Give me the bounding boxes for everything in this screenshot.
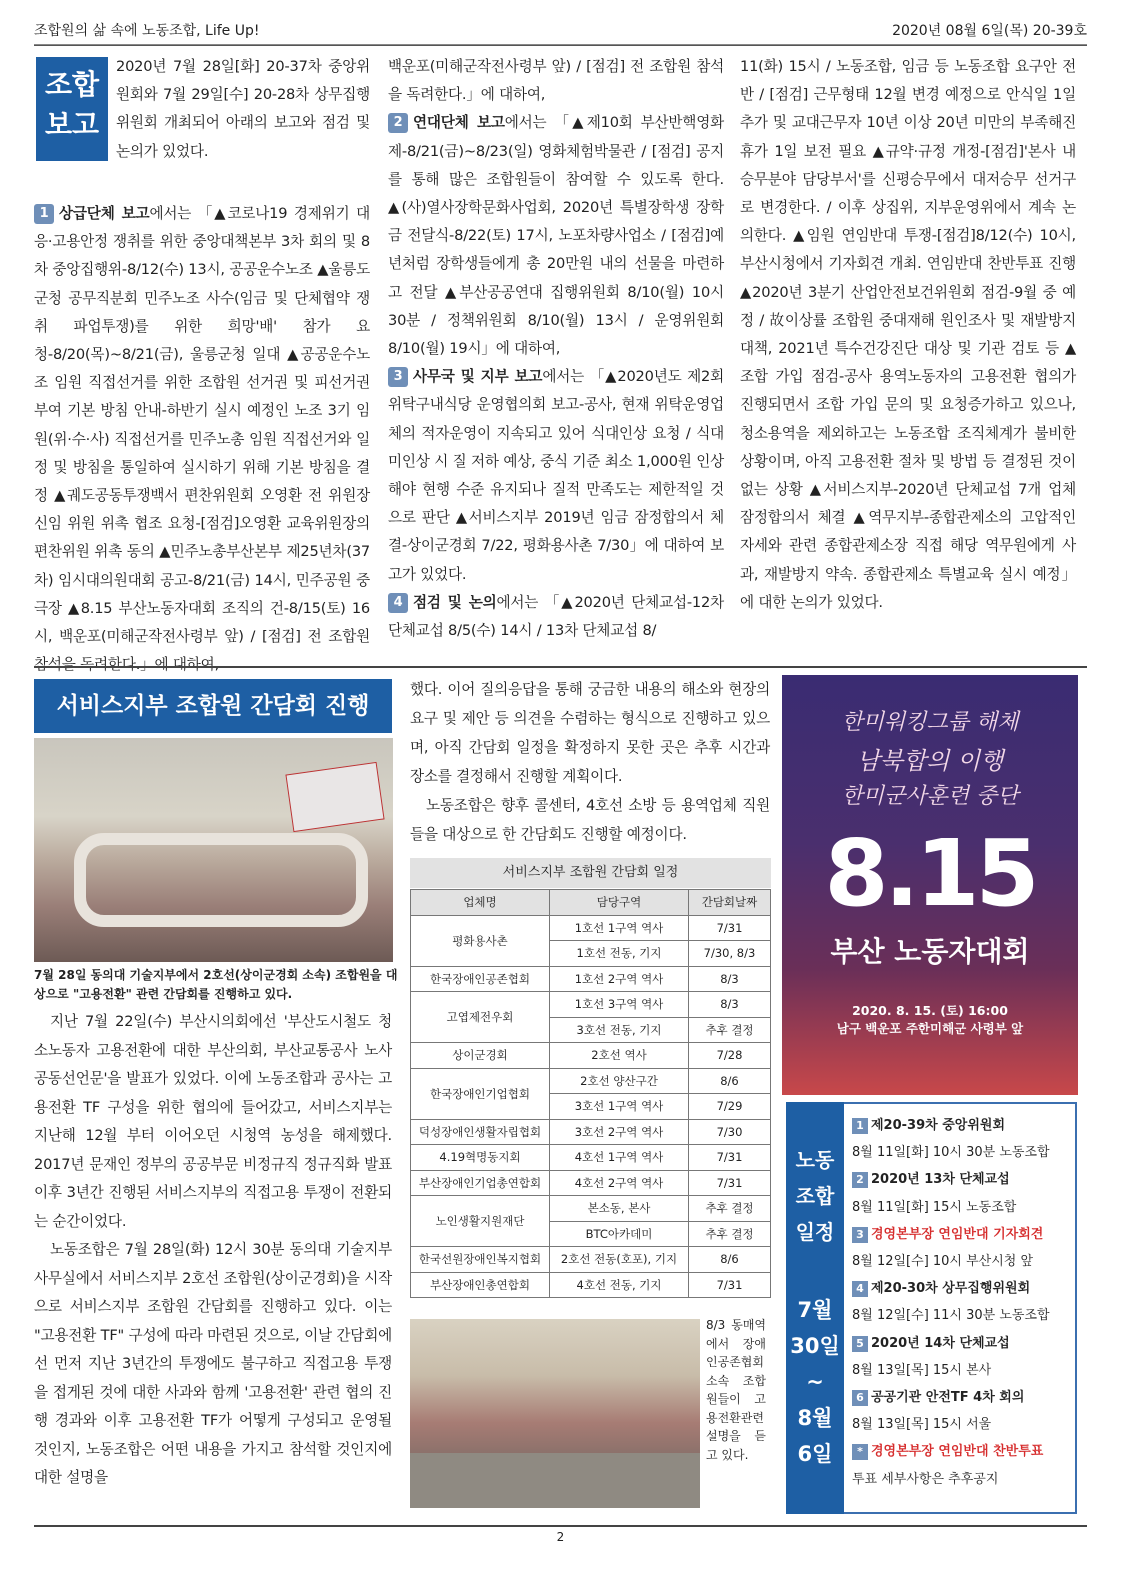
area-cell: 본소동, 본사 [550,1196,689,1222]
box-title-line: 조합 [795,1184,835,1208]
schedule-item-number: 6 [852,1390,868,1406]
table-row [411,992,771,1018]
rally-poster [782,675,1078,1095]
schedule-item-label: 경영본부장 연임반대 찬반투표 [871,1444,1044,1460]
area-cell: 3호선 2구역 역사 [550,1119,689,1145]
box-title-line: 일정 [795,1220,835,1244]
company-cell: 평화용사촌 [411,915,550,966]
company-cell: 4.19혁명동지회 [411,1145,550,1171]
table-row [411,915,771,941]
date-cell: 7/28 [689,1043,771,1069]
date-cell: 8/6 [689,1068,771,1094]
date-cell: 8/3 [689,992,771,1018]
schedule-item-number: * [852,1444,868,1460]
floor-shape [410,1453,700,1508]
area-cell: BTC아카데미 [550,1221,689,1247]
date-cell: 추후 결정 [689,1196,771,1222]
poster-event-name: 부산 노동자대회 [830,935,1030,968]
report-item-1 [34,200,370,679]
poster-slogan-3: 한미군사훈련 중단 [841,784,1019,809]
table-row [411,1068,771,1094]
schedule-item-label: 공공기관 안전TF 4차 회의 [871,1390,1025,1406]
item-number-badge: 1 [34,204,54,224]
poster-date-big: 8.15 [824,820,1036,927]
schedule-table-title: 서비스지부 조합원 간담회 일정 [410,858,771,888]
column-header: 업체명 [411,890,550,916]
item-text: 에서는 「▲코로나19 경제위기 대응·고용안정 쟁취를 위한 중앙대책본부 3차 회의 및 8차 중앙집행위-8/12(수) 13시, 공공운수노조 ▲울릉도군청 공무직분회 민주노조 사수(임금 및 단체협약 쟁취 파업투쟁)를 위한 희망'배' 참가 요청-8/20(목)~8/21(금), 울릉군청 일대 ▲공공운수노조 임원 직접선거를 위한 조합원 선거권 및 피선거권 부여 기본 방침 안내-하반기 실시 예정인 노조 3기 임원(위·수·사) 직접선거를 민주노총 임원 직접선거와 일정 및 방침을 통일하여 실시하기 위해 기본 방침을 결정 ▲궤도공동투쟁백서 편찬위원회 오영환 전 위원장 신임 위원 위촉 협조 요청-[점검]오영환 교육위원장의 편찬위원 위촉 동의 ▲민주노총부산본부 제25년차(37차) 임시대의원대회 공고-8/21(금) 14시, 민주공원 중극장 ▲8.15 부산노동자대회 조직의 건-8/15(토) 16시, 백운포(미해군작전사령부 앞) / [점검] 전 조합원 참석을 독려한다.」에 대하여, [34,205,370,674]
item-text-continued: 11(화) 15시 / 노동조합, 임금 등 노동조합 요구안 전반 / [점검] 근무형태 12월 변경 예정으로 안식일 1일 추가 및 교대근무자 10년 이상 20년 미만의 부족해진 휴가 1일 보전 필요 ▲규약·규정 개정-[점검]'본사 내 승무분야 담당부서'를 신평승무에서 대저승무 선거구로 변경한다. / 이후 상집위, 지부운영위에서 계속 논의한다. ▲임원 연임반대 투쟁-[점검]8/12(수) 10시, 부산시청에서 기자회견 개최. 연임반대 찬반투표 진행 ▲2020년 3분기 산업안전보건위원회 점검-9월 중 예정 / 故이상률 조합원 중대재해 원인조사 및 재발방지대책, 2021년 특수건강진단 대상 및 기관 검토 등 ▲조합 가입 점검-공사 용역노동자의 고용전환 협의가 진행되면서 조합 가입 문의 및 요청증가하고 있으나, 청소용역을 제외하고는 노동조합 조직체계가 불비한 상황이며, 아직 고용전환 절차 및 방법 등 결정된 것이 없는 상황 ▲서비스지부-2020년 단체교섭 7개 업체 잠정합의서 체결 ▲역무지부-종합관제소의 고압적인 자세와 관련 종합관제소장 직접 해당 역무원에게 사과, 재발방지 약속. 종합관제소 특별교육 실시 예정」에 대한 논의가 있었다. [740,58,1076,611]
footer-rule [34,1525,1087,1527]
schedule-item-number: 2 [852,1172,868,1188]
schedule-item-number: 1 [852,1118,868,1134]
area-cell: 1호선 2구역 역사 [550,966,689,992]
date-cell: 8/3 [689,966,771,992]
header-rule [34,44,1087,45]
table-row [411,1145,771,1171]
company-cell: 한국장애인공존협회 [411,966,550,992]
company-cell: 상이군경회 [411,1043,550,1069]
company-cell: 고엽제전우회 [411,992,550,1043]
schedule-item-detail: 투표 세부사항은 추후공지 [852,1471,999,1487]
schedule-item-number: 3 [852,1227,868,1243]
protest-banner-shape [285,762,384,832]
schedule-table [410,889,771,1298]
date-cell: 8/6 [689,1247,771,1273]
schedule-item-title [852,1166,1076,1193]
area-cell: 1호선 1구역 역사 [550,915,689,941]
item-keyword: 점검 및 논의 [413,593,497,611]
item-keyword: 사무국 및 지부 보고 [413,368,543,386]
poster-time-place: 2020. 8. 15. (토) 16:00 남구 백운포 주한미해군 사령부 앞 [836,1003,1024,1036]
article-title: 서비스지부 조합원 간담회 진행 [34,679,392,733]
schedule-item-title [852,1438,1076,1465]
schedule-item-detail: 8월 13일[목] 15시 본사 [852,1362,992,1378]
box-range-line: ~ [806,1370,824,1394]
report-section-title: 조합 보고 [36,57,108,161]
item-text: 에서는 「▲제10회 부산반핵영화제-8/21(금)~8/23(일) 영화체험박물관 / [점검] 공지를 통해 많은 조합원들이 참여할 수 있도록 한다. ▲(사)열사장학문화사업회, 2020년 특별장학생 장학금 전달식-8/22(토) 17시, 노포차량사업소 / [점검]예년처럼 장학생들에게 총 20만원 내의 선물을 마련하고 전달 ▲부산공공연대 집행위원회 8/10(월) 10시 30분 / 정책위원회 8/10(월) 13시 / 운영위원회 8/10(월) 19시」에 대하여, [388,114,724,358]
table-row [411,1196,771,1222]
area-cell: 2호선 전동(호포), 기지 [550,1247,689,1273]
area-cell: 1호선 3구역 역사 [550,992,689,1018]
company-cell: 부산장애인총연합회 [411,1272,550,1298]
report-item-2-3 [388,53,724,645]
schedule-item-detail: 8월 12일[수] 11시 30분 노동조합 [852,1308,1050,1324]
company-cell: 한국장애인기업협회 [411,1068,550,1119]
date-cell: 7/30, 8/3 [689,941,771,967]
table-header-row [411,890,771,916]
company-cell: 노인생활지원재단 [411,1196,550,1247]
box-range-line: 8월 [797,1406,833,1430]
poster-slogan-2: 남북합의 이행 [856,747,1004,775]
company-cell: 부산장애인기업총연합회 [411,1170,550,1196]
item-text-start: 에서는 「▲2020년 단체교섭-12차 단체교섭 8/5(수) 14시 / 13차 단체교섭 8/ [388,593,724,640]
area-cell: 4호선 1구역 역사 [550,1145,689,1171]
schedule-item-detail: 8월 11일[화] 10시 30분 노동조합 [852,1145,1050,1161]
box-title-line: 노동 [795,1148,835,1172]
column-header: 담당구역 [550,890,689,916]
conference-table-shape [74,833,368,927]
page-number: 2 [556,1530,565,1544]
company-cell: 한국선원장애인복지협회 [411,1247,550,1273]
table-row [411,966,771,992]
article-para-2-start: 노동조합은 7월 28일(화) 12시 30분 동의대 기술지부 사무실에서 서비스지부 2호선 조합원(상이군경회)을 시작으로 서비스지부 조합원 간담회를 진행하고 있다. 이는 "고용전환 TF" 구성에 따라 마련된 것으로, 이날 간담회에선 먼저 지난 3년간의 투쟁에도 불구하고 직접고용 투쟁을 접게된 것에 대한 사과와 함께 '고용전환' 관련 협의 진행 경과와 이후 고용전환 TF가 어떻게 구성되고 운영될 것인지, 노동조합은 어떤 내용을 가지고 참석할 것인지에 대한 설명을 [34,1241,392,1486]
schedule-box-title [786,1102,844,1514]
schedule-item-label: 제20-30차 상무집행위원회 [871,1281,1031,1297]
section-divider [34,666,1087,668]
schedule-item-label: 2020년 14차 단체교섭 [871,1335,1010,1351]
table-row [411,1272,771,1298]
item-text: 에서는 「▲2020년도 제2회 위탁구내식당 운영협의회 보고-공사, 현재 위탁운영업체의 적자운영이 지속되고 있어 식대인상 요청 / 식대 미인상 시 질 저하 예상, 중식 기준 최소 1,000원 인상해야 현행 수준 유지되나 질적 만족도는 제한적일 것으로 판단 ▲서비스지부 2019년 임금 잠정합의서 체결-상이군경회 7/22, 평화용사촌 7/30」에 대하여 보고가 있었다. [388,368,724,583]
date-cell: 7/30 [689,1119,771,1145]
header-slogan: 조합원의 삶 속에 노동조합, Life Up! [34,23,260,39]
item-number-badge: 2 [388,113,408,133]
schedule-item-detail: 8월 12일[수] 10시 부산시청 앞 [852,1254,1034,1270]
article-body-left: 지난 7월 22일(수) 부산시의회에선 '부산도시철도 청소노동자 고용전환에 대한 부산의회, 부산교통공사 노사 공동선언문'을 발표가 있었다. 이에 노동조합과 공사는 고용전환 TF 구성을 위한 협의에 들어갔고, 서비스지부는 지난해 12월 부터 이어오던 시청역 농성을 해제했다. 2017년 문재인 정부의 공공부문 비정규직 정규직화 발표 이후 3년간 진행된 서비스지부의 직접고용 투쟁이 전환되는 순간이었다. 노동조합은 7월 28일(화) 12시 30분 동의대 기술지부 사무실에서 서비스지부 2호선 조합원(상이군경회)을 시작으로 서비스지부 조합원 간담회를 진행하고 있다. 이는 "고용전환 TF" 구성에 따라 마련된 것으로, 이날 간담회에선 먼저 지난 3년간의 투쟁에도 불구하고 직접고용 투쟁을 접게된 것에 대한 사과와 함께 '고용전환' 관련 협의 진행 경과와 이후 고용전환 TF가 어떻게 구성되고 운영될 것인지, 노동조합은 어떤 내용을 가지고 참석할 것인지에 대한 설명을 [34,1008,392,1493]
date-cell: 7/31 [689,1170,771,1196]
date-cell: 7/29 [689,1094,771,1120]
item-keyword: 연대단체 보고 [413,114,505,132]
area-cell: 3호선 전동, 기지 [550,1017,689,1043]
article-body-right: 했다. 이어 질의응답을 통해 궁금한 내용의 해소와 현장의 요구 및 제안 등 의견을 수렴하는 형식으로 진행하고 있으며, 아직 간담회 일정을 확정하지 못한 곳은 추후 시간과 장소를 결정해서 진행할 계획이다. 노동조합은 향후 콜센터, 4호선 소방 등 용역업체 직원들을 대상으로 한 간담회도 진행할 예정이다. [410,675,770,849]
date-cell: 추후 결정 [689,1017,771,1043]
photo-caption: 7월 28일 동의대 기술지부에서 2호선(상이군경회 소속) 조합원을 대상으로 "고용전환" 관련 간담회를 진행하고 있다. [34,968,398,1001]
schedule-item-label: 제20-39차 중앙위원회 [871,1118,1006,1133]
briefing-photo [410,1319,700,1508]
item-keyword: 상급단체 보고 [59,205,150,222]
area-cell: 1호선 전동, 기지 [550,941,689,967]
continued-text: 백운포(미해군작전사령부 앞) / [점검] 전 조합원 참석을 독려한다.」에 대하여, [388,58,724,104]
schedule-item-label: 2020년 13차 단체교섭 [871,1172,1010,1188]
date-cell: 7/31 [689,915,771,941]
schedule-item-title [852,1275,1076,1302]
schedule-item-number: 4 [852,1281,868,1297]
report-intro: 2020년 7월 28일[화] 20-37차 중앙위원회와 7월 29일[수] 20-28차 상무집행위원회 개최되어 아래의 보고와 점검 및 논의가 있었다. [116,58,370,160]
schedule-item-title [852,1112,1076,1139]
box-range-line: 7월 [797,1298,833,1322]
box-range-line: 6일 [797,1442,833,1466]
article-para-2-end: 했다. 이어 질의응답을 통해 궁금한 내용의 해소와 현장의 요구 및 제안 등 의견을 수렴하는 형식으로 진행하고 있으며, 아직 간담회 일정을 확정하지 못한 곳은 추후 시간과 장소를 결정해서 진행할 계획이다. [410,681,770,785]
schedule-item-title [852,1330,1076,1357]
date-cell: 추후 결정 [689,1221,771,1247]
item-number-badge: 4 [388,593,408,613]
table-row [411,1043,771,1069]
meeting-photo [34,738,393,962]
schedule-item-title [852,1384,1076,1411]
table-row [411,1170,771,1196]
company-cell: 덕성장애인생활자립협회 [411,1119,550,1145]
column-header: 간담회날짜 [689,890,771,916]
schedule-item-title [852,1221,1076,1248]
photo-caption-2: 8/3 동매역에서 장애인공존협회 소속 조합원들이 고용전환관련 설명을 듣고 있다. [706,1318,766,1462]
schedule-list [852,1112,1076,1493]
area-cell: 4호선 2구역 역사 [550,1170,689,1196]
area-cell: 2호선 양산구간 [550,1068,689,1094]
poster-slogan-1: 한미워킹그룹 해체 [841,710,1019,735]
area-cell: 4호선 전동, 기지 [550,1272,689,1298]
area-cell: 3호선 1구역 역사 [550,1094,689,1120]
report-item-4-continued [740,53,1076,617]
schedule-item-number: 5 [852,1336,868,1352]
date-cell: 7/31 [689,1272,771,1298]
table-row [411,1247,771,1273]
box-range-line: 30일 [790,1334,840,1358]
schedule-item-detail: 8월 11일[화] 15시 노동조합 [852,1199,1017,1215]
area-cell: 2호선 역사 [550,1043,689,1069]
table-row [411,1119,771,1145]
date-cell: 7/31 [689,1145,771,1171]
header-issue-date: 2020년 08월 6일(목) 20-39호 [892,23,1087,39]
page-header [34,6,1087,46]
item-number-badge: 3 [388,367,408,387]
schedule-item-label: 경영본부장 연임반대 기자회견 [871,1226,1044,1242]
schedule-item-detail: 8월 13일[목] 15시 서울 [852,1417,992,1433]
